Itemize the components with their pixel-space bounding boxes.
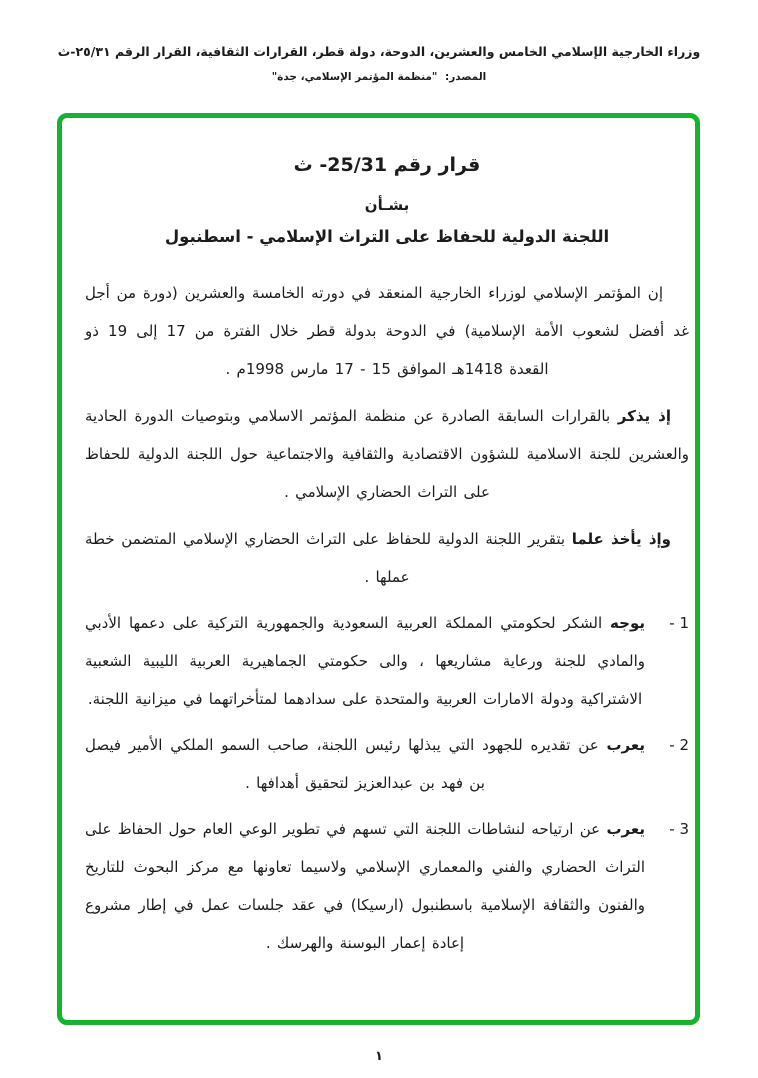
resolution-item-1 [85,604,689,718]
paragraph-lead: وإذ يأخذ علما [571,530,671,548]
item-number: 3 - [669,820,689,838]
header-citation-line: وزراء الخارجية الإسلامي الخامس والعشرين، الدوحة، دولة قطر، القرارات الثقافية، القرار الرقم ٢٥/٣١-ث [57,44,701,59]
taking-note-paragraph [85,520,689,596]
item-text [85,604,645,718]
source-header [20,44,738,83]
item-text-body: عن ارتياحه لنشاطات اللجنة التي تسهم في تطوير الوعي العام حول الحفاظ على التراث الحضاري والفني والمعماري الإسلامي ولاسيما تعاونها مع مركز البحوث للتاريخ والفنون والثقافة الإسلامية باسطنبول (ارسيكا) في عقد جلسات عمل في إطار مشروع إعادة إعمار البوسنة والهرسك . [85,820,645,952]
green-frame [57,113,700,1025]
item-lead: يعرب [606,820,645,838]
item-text [85,810,645,962]
source-label: المصدر: [445,71,487,83]
preamble-paragraph [85,274,689,388]
item-number: 1 - [669,614,689,632]
item-text [85,726,645,802]
paragraph-text: بالقرارات السابقة الصادرة عن منظمة المؤتمر الاسلامي وبتوصيات الدورة الحادية والعشرين للجنة الاسلامية للشؤون الاقتصادية والثقافية والاجتماعية حول اللجنة الدولية للحفاظ على التراث الحضاري الإسلامي . [85,407,689,501]
paragraph-lead: إذ يذكر [617,407,671,425]
resolution-subject: اللجنة الدولية للحفاظ على التراث الإسلامي - اسطنبول [164,227,610,246]
paragraph-text: بتقرير اللجنة الدولية للحفاظ على التراث الحضاري الإسلامي المتضمن خطة عملها . [85,530,566,586]
recalling-paragraph [85,397,689,511]
item-number: 2 - [669,736,689,754]
resolution-item-2 [85,726,689,802]
source-value: "منظمة المؤتمر الإسلامي، جدة" [271,71,438,83]
resolution-number-title: قرار رقم 25/31- ث [293,154,481,176]
resolution-item-3 [85,810,689,962]
item-text-body: عن تقديره للجهود التي يبذلها رئيس اللجنة، صاحب السمو الملكي الأمير فيصل بن فهد بن عبدالعزيز لتحقيق أهدافها . [85,736,599,792]
item-text-body: الشكر لحكومتي المملكة العربية السعودية والجمهورية التركية على دعمها الأدبي والمادي للجنة ورعاية مشاريعها ، والى حكومتي الجماهيرية العربية الليبية الشعبية الاشتراكية ودولة الامارات العربية والمتحدة على سدادهما لمتأخراتهما في ميزانية اللجنة. [85,614,645,708]
item-lead: يوجه [610,614,645,632]
resolution-document [62,118,695,1020]
header-source-line [20,71,738,83]
page-number: ١ [375,1049,383,1064]
regarding-label: بشـأن [364,196,410,214]
paragraph-text: إن المؤتمر الإسلامي لوزراء الخارجية المنعقد في دورته الخامسة والعشرين (دورة من أجل غد أفضل لشعوب الأمة الإسلامية) في الدوحة بدولة قطر خلال الفترة من 17 إلى 19 ذو القعدة 1418هـ الموافق 15 - 17 مارس 1998م . [85,284,689,378]
item-lead: يعرب [606,736,645,754]
